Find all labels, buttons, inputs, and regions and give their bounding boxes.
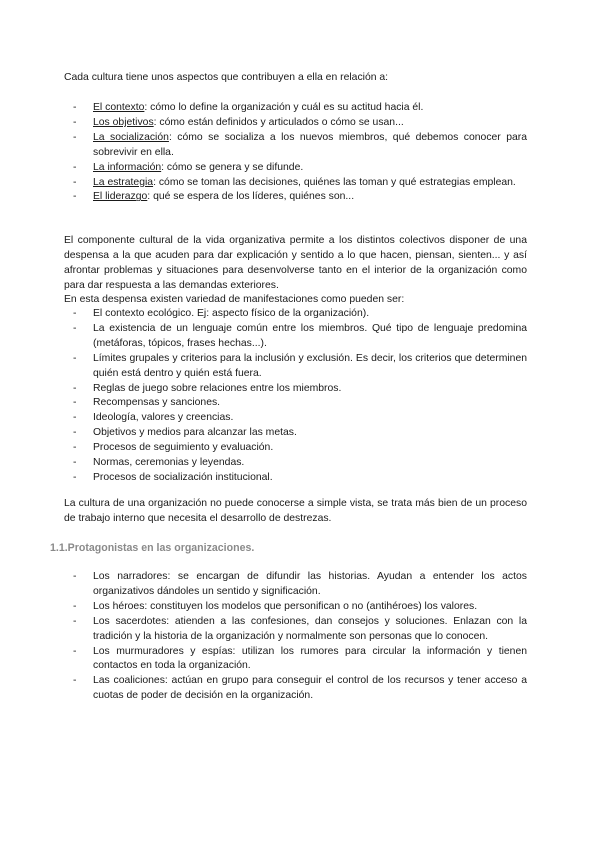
aspect-text: : cómo se socializa a los nuevos miembros, qué debemos conocer para sobrevivir en ella. [93, 131, 528, 158]
aspect-term: El liderazgo [93, 191, 148, 203]
aspect-text: : cómo están definidos y articulados o cómo se usan... [153, 116, 404, 128]
list-item: - Los héroes: constituyen los modelos que personifican o no (antihéroes) los valores. [73, 600, 478, 612]
list-item: - Las coaliciones: actúan en grupo para conseguir el control de los recursos y tener acceso a cuotas de poder de decisión en la organización. [73, 675, 527, 702]
protagonists-list [64, 570, 527, 704]
list-item: - El contexto ecológico. Ej: aspecto físico de la organización). [73, 308, 370, 319]
list-item: - La socialización: cómo se socializa a los nuevos miembros, qué debemos conocer para sobrevivir en ella. [73, 131, 528, 158]
list-item: - Objetivos y medios para alcanzar las metas. [73, 427, 297, 439]
manifestations-list [64, 307, 527, 486]
aspect-text: : cómo lo define la organización y cuál es su actitud hacia él. [144, 102, 424, 113]
intro-sentence: Cada cultura tiene unos aspectos que contribuyen a ella en relación a: [64, 72, 389, 83]
list-item: - El contexto: cómo lo define la organización y cuál es su actitud hacia él. [73, 102, 424, 113]
aspect-text: : qué se espera de los líderes, quiénes son... [147, 191, 355, 203]
aspect-term: La estrategia [93, 176, 154, 188]
list-item: - El liderazgo: qué se espera de los líderes, quiénes son... [73, 191, 355, 203]
list-item: - Los narradores: se encargan de difundir las historias. Ayudan a entender los actos organizativos dándoles un sentido y significación. [73, 571, 527, 597]
aspect-text: : cómo se toman las decisiones, quiénes las toman y qué estrategias emplean. [153, 176, 516, 188]
list-item: - Reglas de juego sobre relaciones entre los miembros. [73, 382, 342, 394]
list-item: - La información: cómo se genera y se difunde. [73, 161, 304, 173]
list-item: - Procesos de seguimiento y evaluación. [73, 442, 274, 454]
component-paragraph: El componente cultural de la vida organizativa permite a los distintos colectivos disponer de una despensa a la que acuden para dar explicación y sentido a lo que hacen, piensan, sienten... y así afrontar problemas y situaciones para desenvolverse tanto en el interior de la organización como para dar respuesta a las demandas exteriores. [64, 235, 527, 291]
list-item: - La estrategia: cómo se toman las decisiones, quiénes las toman y qué estrategias emplean. [73, 176, 516, 188]
aspects-list [64, 101, 527, 205]
list-item: - Ideología, valores y creencias. [73, 412, 234, 424]
list-item: - La existencia de un lenguaje común entre los miembros. Qué tipo de lenguaje predomina (metáforas, tópicos, frases hechas...). [73, 322, 527, 349]
pantry-intro: En esta despensa existen variedad de manifestaciones como pueden ser: [64, 294, 405, 305]
aspect-text: : cómo se genera y se difunde. [161, 161, 304, 173]
list-item: - Procesos de socialización institucional. [73, 471, 273, 483]
list-item: - Los sacerdotes: atienden a las confesiones, dan consejos y soluciones. Enlazan con la tradición y la historia de la organización y normalmente son personas que lo conocen. [73, 615, 527, 642]
aspect-term: Los objetivos [93, 116, 154, 128]
list-item: - Normas, ceremonias y leyendas. [73, 457, 245, 469]
list-item: - Límites grupales y criterios para la inclusión y exclusión. Es decir, los criterios que determinen quién está dentro y quién está fuera. [73, 352, 527, 379]
list-item: - Recompensas y sanciones. [73, 397, 221, 409]
list-item: - Los murmuradores y espías: utilizan los rumores para circular la información y tienen contactos en toda la organización. [73, 645, 527, 672]
aspect-term: La socialización [93, 131, 169, 143]
list-item: - Los objetivos: cómo están definidos y articulados o cómo se usan... [73, 116, 404, 128]
aspect-term: El contexto [93, 102, 145, 113]
section-heading: 1.1.Protagonistas en las organizaciones. [50, 542, 255, 554]
culture-paragraph: La cultura de una organización no puede conocerse a simple vista, se trata más bien de un proceso de trabajo interno que necesita el desarrollo de destrezas. [64, 498, 527, 524]
aspect-term: La información [93, 161, 162, 173]
